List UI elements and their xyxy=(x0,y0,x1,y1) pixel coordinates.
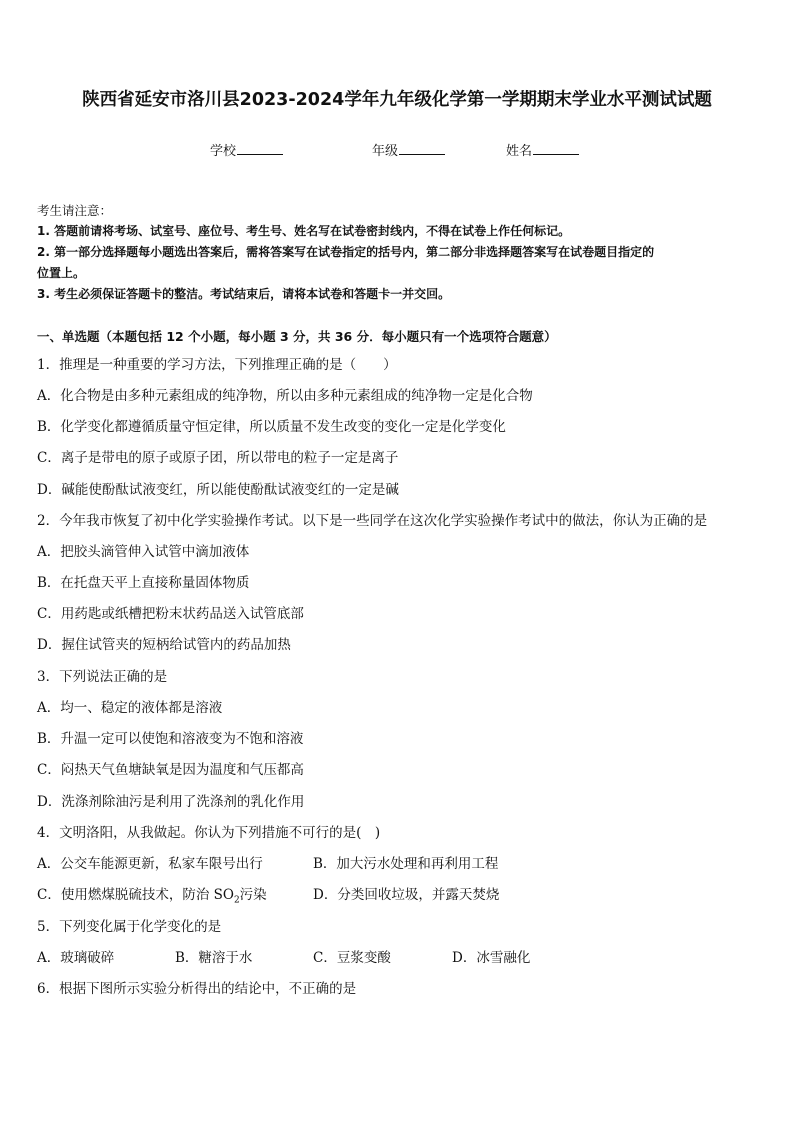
q2-stem: 2．今年我市恢复了初中化学实验操作考试。以下是一些同学在这次化学实验操作考试中的做法，你认为正确的是 xyxy=(37,513,708,529)
q4-option-c-text: C．使用燃煤脱硫技术，防治 SO xyxy=(37,887,234,903)
grade-blank xyxy=(399,142,445,155)
q6-stem: 6．根据下图所示实验分析得出的结论中，不正确的是 xyxy=(37,981,357,997)
q3-stem: 3．下列说法正确的是 xyxy=(37,669,168,685)
school-blank xyxy=(237,142,283,155)
notice-item-2-cont: 位置上。 xyxy=(37,266,86,280)
q1-stem: 1．推理是一种重要的学习方法，下列推理正确的是（ ） xyxy=(37,357,397,373)
name-blank xyxy=(533,142,579,155)
q2-option-d: D．握住试管夹的短柄给试管内的药品加热 xyxy=(37,637,291,653)
notice-block xyxy=(37,200,759,305)
page-title: 陕西省延安市洛川县2023-2024学年九年级化学第一学期期末学业水平测试试题 xyxy=(82,90,712,110)
grade-label: 年级 xyxy=(372,144,399,159)
q4-option-c xyxy=(37,883,267,906)
q3-option-a: A．均一、稳定的液体都是溶液 xyxy=(37,700,223,716)
q5-option-a: A．玻璃破碎 xyxy=(37,950,115,966)
q5-option-b: B．糖溶于水 xyxy=(175,950,253,966)
q4-option-a: A．公交车能源更新，私家车限号出行 xyxy=(37,856,263,872)
q2-option-a: A．把胶头滴管伸入试管中滴加液体 xyxy=(37,544,250,560)
q4-option-d: D．分类回收垃圾，并露天焚烧 xyxy=(313,887,500,903)
q5-stem: 5．下列变化属于化学变化的是 xyxy=(37,919,222,935)
q5-option-c: C．豆浆变酸 xyxy=(313,950,391,966)
q3-option-d: D．洗涤剂除油污是利用了洗涤剂的乳化作用 xyxy=(37,794,305,810)
school-label: 学校 xyxy=(210,144,237,159)
q1-option-d: D．碱能使酚酞试液变红，所以能使酚酞试液变红的一定是碱 xyxy=(37,482,399,498)
name-label: 姓名 xyxy=(506,144,533,159)
notice-item-1: 1. 答题前请将考场、试室号、座位号、考生号、姓名写在试卷密封线内，不得在试卷上作任何标记。 xyxy=(37,224,571,238)
grade-field xyxy=(372,140,445,159)
school-field xyxy=(210,140,283,159)
q3-option-c: C．闷热天气鱼塘缺氧是因为温度和气压都高 xyxy=(37,762,304,778)
name-field xyxy=(506,140,579,159)
q4-option-b: B．加大污水处理和再利用工程 xyxy=(313,856,499,872)
q1-option-a: A．化合物是由多种元素组成的纯净物，所以由多种元素组成的纯净物一定是化合物 xyxy=(37,388,533,404)
notice-item-3: 3. 考生必须保证答题卡的整洁。考试结束后，请将本试卷和答题卡一并交回。 xyxy=(37,287,451,301)
section-heading: 一、单选题（本题包括 12 个小题，每小题 3 分，共 36 分．每小题只有一个选项符合题意） xyxy=(37,329,557,344)
q4-option-c-subscript: 2 xyxy=(233,895,240,906)
q1-option-c: C．离子是带电的原子或原子团，所以带电的粒子一定是离子 xyxy=(37,450,399,466)
notice-heading: 考生请注意： xyxy=(37,203,113,218)
q2-option-b: B．在托盘天平上直接称量固体物质 xyxy=(37,575,250,591)
notice-item-2: 2. 第一部分选择题每小题选出答案后，需将答案写在试卷指定的括号内，第二部分非选择题答案写在试卷题目指定的 xyxy=(37,245,655,259)
q4-option-c-tail: 污染 xyxy=(239,887,267,903)
q4-stem: 4．文明洛阳，从我做起。你认为下列措施不可行的是( ) xyxy=(37,825,381,841)
q3-option-b: B．升温一定可以使饱和溶液变为不饱和溶液 xyxy=(37,731,304,747)
q5-option-d: D．冰雪融化 xyxy=(452,950,531,966)
q2-option-c: C．用药匙或纸槽把粉末状药品送入试管底部 xyxy=(37,606,304,622)
q1-option-b: B．化学变化都遵循质量守恒定律，所以质量不发生改变的变化一定是化学变化 xyxy=(37,419,506,435)
